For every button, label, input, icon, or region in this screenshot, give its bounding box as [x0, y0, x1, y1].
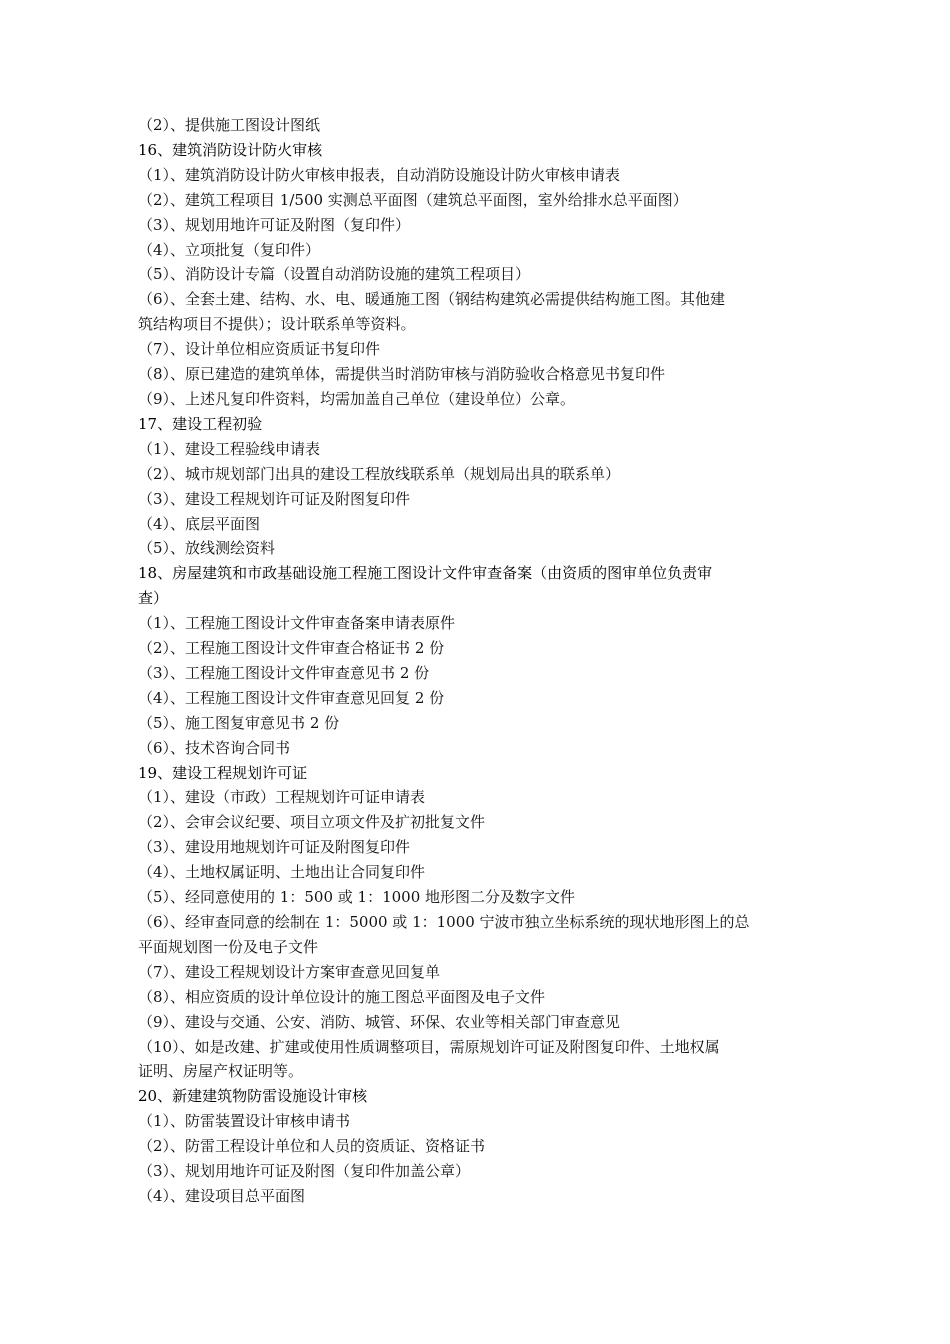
list-item: （8）、相应资质的设计单位设计的施工图总平面图及电子文件: [138, 987, 546, 1006]
list-item: （5）、消防设计专篇（设置自动消防设施的建筑工程项目）: [138, 265, 531, 284]
list-item: （4）、土地权属证明、土地出让合同复印件: [138, 863, 426, 882]
section-heading: 20、新建建筑物防雷设施设计审核: [138, 1087, 368, 1106]
list-item: （1）、建设（市政）工程规划许可证申请表: [138, 788, 426, 807]
list-item: （4）、底层平面图: [138, 514, 261, 533]
section-heading: 16、建筑消防设计防火审核: [138, 140, 323, 159]
list-item: （6）、经审查同意的绘制在 1：5000 或 1：1000 宁波市独立坐标系统的现状地形图上的总: [138, 913, 750, 931]
list-item: （4）、工程施工图设计文件审查意见回复 2 份: [138, 688, 445, 707]
list-item: （2）、会审会议纪要、项目立项文件及扩初批复文件: [138, 813, 486, 832]
list-item: （5）、经同意使用的 1：500 或 1：1000 地形图二分及数字文件: [138, 888, 576, 907]
list-item: （3）、规划用地许可证及附图（复印件）: [138, 215, 411, 234]
list-item: （2）、建筑工程项目 1/500 实测总平面图（建筑总平面图，室外给排水总平面图）: [138, 190, 688, 209]
list-item-continuation: 平面规划图一份及电子文件: [138, 937, 319, 956]
list-item: （2）、工程施工图设计文件审查合格证书 2 份: [138, 639, 445, 658]
list-item: （2）、城市规划部门出具的建设工程放线联系单（规划局出具的联系单）: [138, 464, 621, 483]
section-heading-continuation: 查）: [138, 589, 169, 608]
section-heading: 18、房屋建筑和市政基础设施工程施工图设计文件审查备案（由资质的图审单位负责审: [138, 564, 713, 583]
list-item: （4）、立项批复（复印件）: [138, 240, 321, 259]
list-item: （1）、建设工程验线申请表: [138, 439, 321, 458]
section-heading: 17、建设工程初验: [138, 414, 263, 433]
list-item: （2）、提供施工图设计图纸: [138, 116, 321, 134]
list-item: （4）、建设项目总平面图: [138, 1186, 306, 1205]
list-item: （3）、建设用地规划许可证及附图复印件: [138, 838, 411, 857]
list-item: （1）、工程施工图设计文件审查备案申请表原件: [138, 614, 456, 633]
list-item: （7）、建设工程规划设计方案审查意见回复单: [138, 962, 441, 981]
list-item: （1）、防雷装置设计审核申请书: [138, 1112, 351, 1131]
list-item: （5）、放线测绘资料: [138, 539, 276, 558]
list-item: （3）、建设工程规划许可证及附图复印件: [138, 489, 411, 508]
document-body: [138, 113, 818, 1209]
list-item: （9）、建设与交通、公安、消防、城管、环保、农业等相关部门审查意见: [138, 1012, 621, 1031]
list-item: （3）、规划用地许可证及附图（复印件加盖公章）: [138, 1162, 471, 1181]
list-item: （8）、原已建造的建筑单体，需提供当时消防审核与消防验收合格意见书复印件: [138, 365, 666, 384]
list-item: （6）、技术咨询合同书: [138, 738, 291, 757]
list-item: （10）、如是改建、扩建或使用性质调整项目，需原规划许可证及附图复印件、土地权属: [138, 1037, 720, 1056]
list-item: （2）、防雷工程设计单位和人员的资质证、资格证书: [138, 1137, 486, 1156]
list-item-continuation: 筑结构项目不提供）；设计联系单等资料。: [138, 315, 416, 334]
list-item: （1）、建筑消防设计防火审核申报表，自动消防设施设计防火审核申请表: [138, 165, 621, 184]
list-item: （3）、工程施工图设计文件审查意见书 2 份: [138, 663, 430, 682]
list-item: （6）、全套土建、结构、水、电、暖通施工图（钢结构建筑必需提供结构施工图。其他建: [138, 290, 726, 309]
list-item: （9）、上述凡复印件资料，均需加盖自己单位（建设单位）公章。: [138, 389, 576, 408]
section-heading: 19、建设工程规划许可证: [138, 763, 308, 782]
list-item: （5）、施工图复审意见书 2 份: [138, 713, 340, 732]
list-item-continuation: 证明、房屋产权证明等。: [138, 1062, 304, 1081]
list-item: （7）、设计单位相应资质证书复印件: [138, 340, 381, 359]
